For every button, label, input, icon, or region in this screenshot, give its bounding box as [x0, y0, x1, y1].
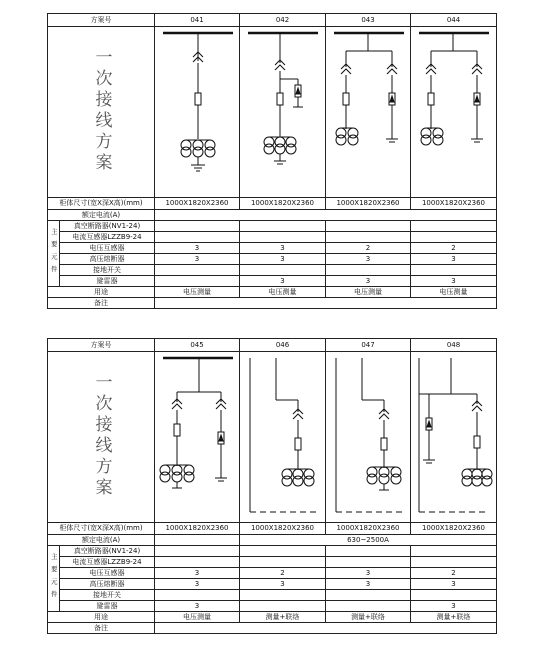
ct-qty [326, 232, 411, 243]
breaker-qty [411, 546, 497, 557]
arrester-qty [240, 601, 326, 612]
arrester-qty [155, 276, 240, 287]
scheme-no: 048 [411, 339, 497, 352]
fuse-qty: 3 [326, 254, 411, 265]
arrester-qty: 3 [326, 276, 411, 287]
scheme-no: 043 [326, 14, 411, 27]
purpose: 电压测量 [326, 287, 411, 298]
rated-current-empty [155, 535, 240, 546]
purpose: 电压测量 [155, 612, 240, 623]
ct-qty [240, 557, 326, 568]
scheme-no: 044 [411, 14, 497, 27]
earth-switch-qty [411, 590, 497, 601]
diagram-042 [240, 27, 326, 198]
main-components-group-label: 主要元件 [49, 552, 58, 603]
purpose: 测量+联络 [326, 612, 411, 623]
single-line-diagram-041 [155, 27, 240, 197]
single-line-diagram-042 [240, 27, 326, 197]
scheme-no: 042 [240, 14, 326, 27]
ct-qty [411, 232, 497, 243]
cabinet-size-label: 柜体尺寸(宽X深X高)(mm) [48, 198, 155, 210]
vt-qty: 3 [326, 568, 411, 579]
arrester-qty: 3 [240, 276, 326, 287]
main-components-group-cell [48, 221, 60, 287]
primary-wiring-title: 一次接线方案 [91, 373, 112, 499]
scheme-table-2 [47, 338, 497, 634]
purpose: 测量+联络 [240, 612, 326, 623]
diagram-044 [411, 27, 497, 198]
cabinet-size: 1000X1820X2360 [326, 523, 411, 535]
single-line-diagram-045 [155, 352, 240, 522]
vt-label: 电压互感器 [60, 243, 155, 254]
arrester-label: 避雷器 [60, 276, 155, 287]
remarks-value [155, 623, 497, 634]
earth-switch-qty [240, 590, 326, 601]
single-line-diagram-047 [326, 352, 411, 522]
arrester-qty: 3 [411, 601, 497, 612]
scheme-no-label: 方案号 [48, 339, 155, 352]
diagram-048 [411, 352, 497, 523]
scheme-no: 047 [326, 339, 411, 352]
scheme-table-1 [47, 13, 497, 309]
ct-qty [240, 232, 326, 243]
purpose: 电压测量 [240, 287, 326, 298]
breaker-qty [326, 546, 411, 557]
vt-qty: 2 [411, 568, 497, 579]
cabinet-size: 1000X1820X2360 [240, 523, 326, 535]
cabinet-size: 1000X1820X2360 [240, 198, 326, 210]
diagram-047 [326, 352, 411, 523]
fuse-qty: 3 [240, 254, 326, 265]
cabinet-size: 1000X1820X2360 [411, 198, 497, 210]
purpose-label: 用途 [48, 612, 155, 623]
earth-switch-qty [411, 265, 497, 276]
ct-qty [326, 557, 411, 568]
breaker-qty [155, 546, 240, 557]
earth-switch-qty [155, 265, 240, 276]
cabinet-size: 1000X1820X2360 [411, 523, 497, 535]
ct-qty [411, 557, 497, 568]
remarks-label: 备注 [48, 298, 155, 309]
scheme-no: 045 [155, 339, 240, 352]
arrester-label: 避雷器 [60, 601, 155, 612]
single-line-diagram-046 [240, 352, 326, 522]
fuse-qty: 3 [326, 579, 411, 590]
scheme-no-label: 方案号 [48, 14, 155, 27]
cabinet-size: 1000X1820X2360 [326, 198, 411, 210]
ct-label: 电流互感器LZZB9-24 [60, 557, 155, 568]
fuse-qty: 3 [155, 254, 240, 265]
fuse-qty: 3 [155, 579, 240, 590]
main-components-group-label: 主要元件 [49, 227, 58, 278]
breaker-qty [326, 221, 411, 232]
breaker-qty [240, 221, 326, 232]
rated-current-value [155, 210, 497, 221]
fuse-label: 高压熔断器 [60, 254, 155, 265]
single-line-diagram-044 [411, 27, 497, 197]
earth-switch-qty [326, 265, 411, 276]
diagram-045 [155, 352, 240, 523]
rated-current-value: 630~2500A [240, 535, 497, 546]
ct-qty [155, 557, 240, 568]
scheme-no: 041 [155, 14, 240, 27]
vt-qty: 3 [155, 568, 240, 579]
breaker-qty [240, 546, 326, 557]
vt-qty: 2 [240, 568, 326, 579]
rated-current-label: 额定电流(A) [48, 210, 155, 221]
cabinet-size: 1000X1820X2360 [155, 198, 240, 210]
vt-qty: 2 [326, 243, 411, 254]
diagram-041 [155, 27, 240, 198]
purpose-label: 用途 [48, 287, 155, 298]
earth-switch-qty [240, 265, 326, 276]
cabinet-size-label: 柜体尺寸(宽X深X高)(mm) [48, 523, 155, 535]
earth-switch-qty [155, 590, 240, 601]
purpose: 电压测量 [155, 287, 240, 298]
earth-switch-qty [326, 590, 411, 601]
diagram-043 [326, 27, 411, 198]
cabinet-size: 1000X1820X2360 [155, 523, 240, 535]
rated-current-label: 额定电流(A) [48, 535, 155, 546]
diagram-046 [240, 352, 326, 523]
fuse-qty: 3 [411, 579, 497, 590]
primary-wiring-title-cell [48, 27, 155, 198]
fuse-qty: 3 [240, 579, 326, 590]
single-line-diagram-043 [326, 27, 411, 197]
breaker-label: 真空断路器(NV1-24) [60, 546, 155, 557]
vt-qty: 3 [155, 243, 240, 254]
arrester-qty [326, 601, 411, 612]
fuse-label: 高压熔断器 [60, 579, 155, 590]
earth-switch-label: 接地开关 [60, 265, 155, 276]
primary-wiring-title-cell [48, 352, 155, 523]
purpose: 测量+联络 [411, 612, 497, 623]
breaker-label: 真空断路器(NV1-24) [60, 221, 155, 232]
ct-qty [155, 232, 240, 243]
earth-switch-label: 接地开关 [60, 590, 155, 601]
vt-label: 电压互感器 [60, 568, 155, 579]
ct-label: 电流互感器LZZB9-24 [60, 232, 155, 243]
vt-qty: 2 [411, 243, 497, 254]
primary-wiring-title: 一次接线方案 [91, 48, 112, 174]
main-components-group-cell [48, 546, 60, 612]
remarks-value [155, 298, 497, 309]
breaker-qty [155, 221, 240, 232]
single-line-diagram-048 [411, 352, 497, 522]
arrester-qty: 3 [411, 276, 497, 287]
vt-qty: 3 [240, 243, 326, 254]
breaker-qty [411, 221, 497, 232]
remarks-label: 备注 [48, 623, 155, 634]
purpose: 电压测量 [411, 287, 497, 298]
fuse-qty: 3 [411, 254, 497, 265]
arrester-qty: 3 [155, 601, 240, 612]
scheme-no: 046 [240, 339, 326, 352]
